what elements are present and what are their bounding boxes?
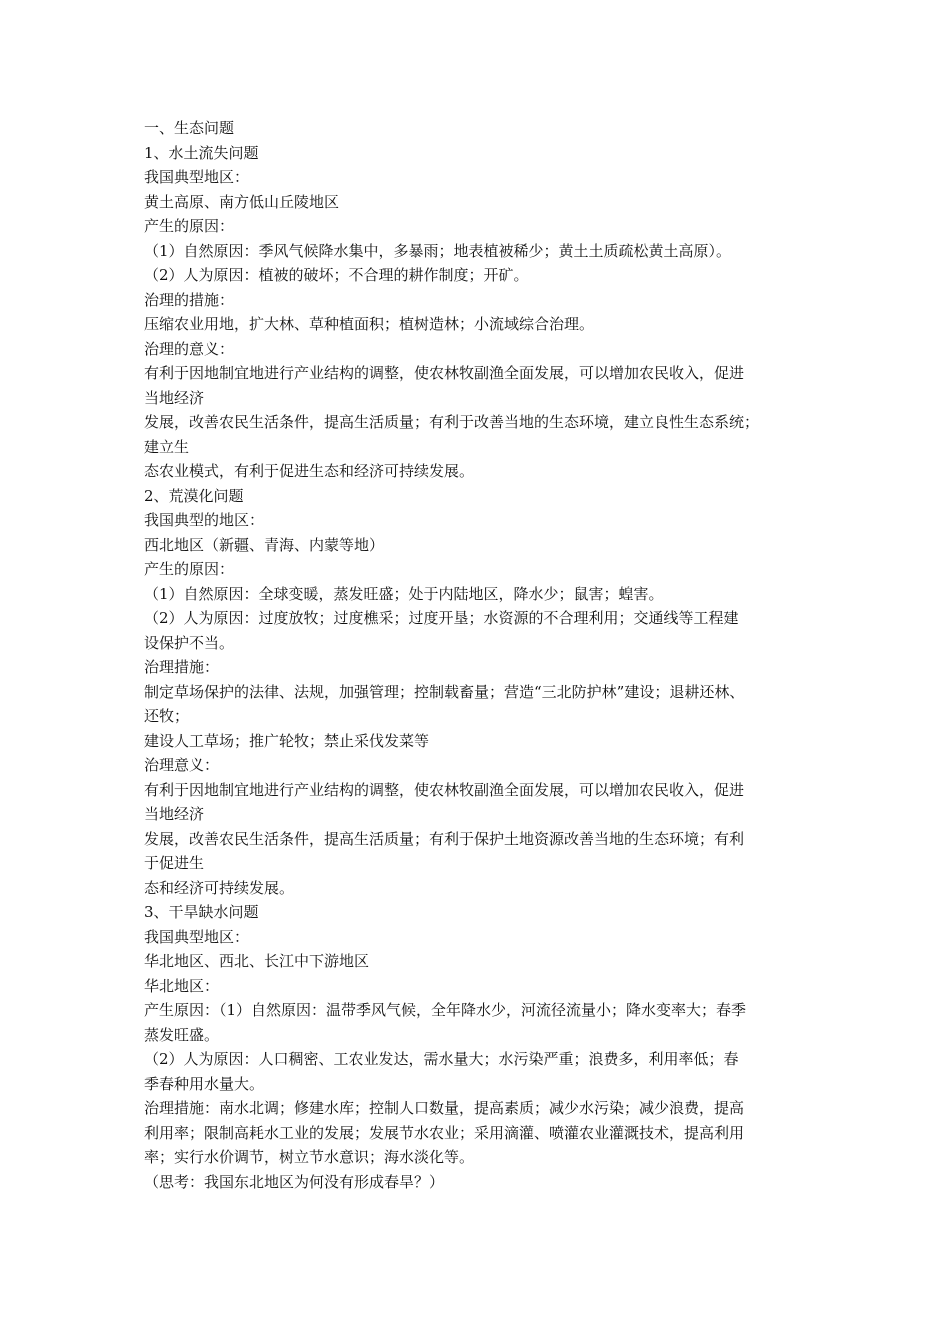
paragraph-line: 态农业模式，有利于促进生态和经济可持续发展。 [144, 462, 475, 480]
paragraph-line: 当地经济 [144, 805, 205, 823]
document-body [144, 116, 812, 1194]
paragraph-line: 态和经济可持续发展。 [144, 878, 295, 897]
paragraph-line: 制定草场保护的法律、法规，加强管理；控制载畜量；营造“三北防护林”建设；退耕还林、 [144, 682, 745, 701]
paragraph-line: 华北地区、西北、长江中下游地区 [144, 952, 370, 970]
paragraph-line: （2）人为原因：人口稠密、工农业发达，需水量大；水污染严重；浪费多，利用率低；春 [144, 1050, 739, 1068]
paragraph-line: 我国典型地区： [144, 927, 250, 946]
paragraph-line: （思考：我国东北地区为何没有形成春旱？） [144, 1172, 445, 1191]
paragraph-line: 产生原因：（1）自然原因：温带季风气候，全年降水少，河流径流量小；降水变率大；春季 [144, 1001, 747, 1019]
paragraph-line: 治理措施：南水北调；修建水库；控制人口数量，提高素质；减少水污染；减少浪费，提高 [144, 1099, 745, 1117]
paragraph-line: 有利于因地制宜地进行产业结构的调整，使农林牧副渔全面发展，可以增加农民收入，促进 [144, 780, 745, 799]
paragraph-line: 我国典型地区： [144, 168, 250, 186]
subsection-heading: 2、荒漠化问题 [144, 486, 244, 505]
subsection-heading: 3、干旱缺水问题 [144, 903, 259, 921]
paragraph-line: 还牧； [144, 707, 190, 725]
paragraph-line: 华北地区： [144, 976, 220, 995]
paragraph-line: 黄土高原、南方低山丘陵地区 [144, 192, 340, 211]
paragraph-line: 产生的原因： [144, 560, 235, 578]
paragraph-line: 西北地区（新疆、青海、内蒙等地） [144, 535, 385, 554]
subsection-heading: 1、水土流失问题 [144, 143, 259, 162]
section-heading: 一、生态问题 [144, 119, 235, 137]
paragraph-line: 建设人工草场；推广轮牧；禁止采伐发菜等 [144, 731, 430, 750]
paragraph-line: 治理的意义： [144, 339, 235, 358]
paragraph-line: 压缩农业用地，扩大林、草种植面积；植树造林；小流域综合治理。 [144, 315, 595, 333]
paragraph-line: 我国典型的地区： [144, 511, 265, 529]
paragraph-line: （2）人为原因：植被的破坏；不合理的耕作制度；开矿。 [144, 266, 529, 284]
paragraph-line: 发展，改善农民生活条件，提高生活质量；有利于改善当地的生态环境，建立良性生态系统； [144, 413, 760, 431]
paragraph-line: 有利于因地制宜地进行产业结构的调整，使农林牧副渔全面发展，可以增加农民收入，促进 [144, 364, 745, 382]
paragraph-line: （2）人为原因：过度放牧；过度樵采；过度开垦；水资源的不合理利用；交通线等工程建 [144, 609, 739, 627]
paragraph-line: （1）自然原因：季风气候降水集中，多暴雨；地表植被稀少；黄土土质疏松黄土高原）。 [144, 241, 732, 260]
paragraph-line: 治理意义： [144, 756, 220, 774]
paragraph-line: 蒸发旺盛。 [144, 1025, 220, 1044]
paragraph-line: 于促进生 [144, 854, 205, 872]
paragraph-line: 治理措施： [144, 658, 220, 676]
paragraph-line: （1）自然原因：全球变暖，蒸发旺盛；处于内陆地区，降水少；鼠害；蝗害。 [144, 584, 664, 603]
paragraph-line: 利用率；限制高耗水工业的发展；发展节水农业；采用滴灌、喷灌农业灌溉技术，提高利用 [144, 1123, 745, 1142]
paragraph-line: 率；实行水价调节，树立节水意识；海水淡化等。 [144, 1148, 475, 1166]
paragraph-line: 设保护不当。 [144, 633, 235, 652]
paragraph-line: 治理的措施： [144, 290, 235, 309]
paragraph-line: 产生的原因： [144, 217, 235, 235]
paragraph-line: 季春种用水量大。 [144, 1074, 265, 1093]
paragraph-line: 发展，改善农民生活条件，提高生活质量；有利于保护土地资源改善当地的生态环境；有利 [144, 829, 745, 848]
paragraph-line: 当地经济 [144, 388, 205, 407]
paragraph-line: 建立生 [144, 437, 190, 456]
